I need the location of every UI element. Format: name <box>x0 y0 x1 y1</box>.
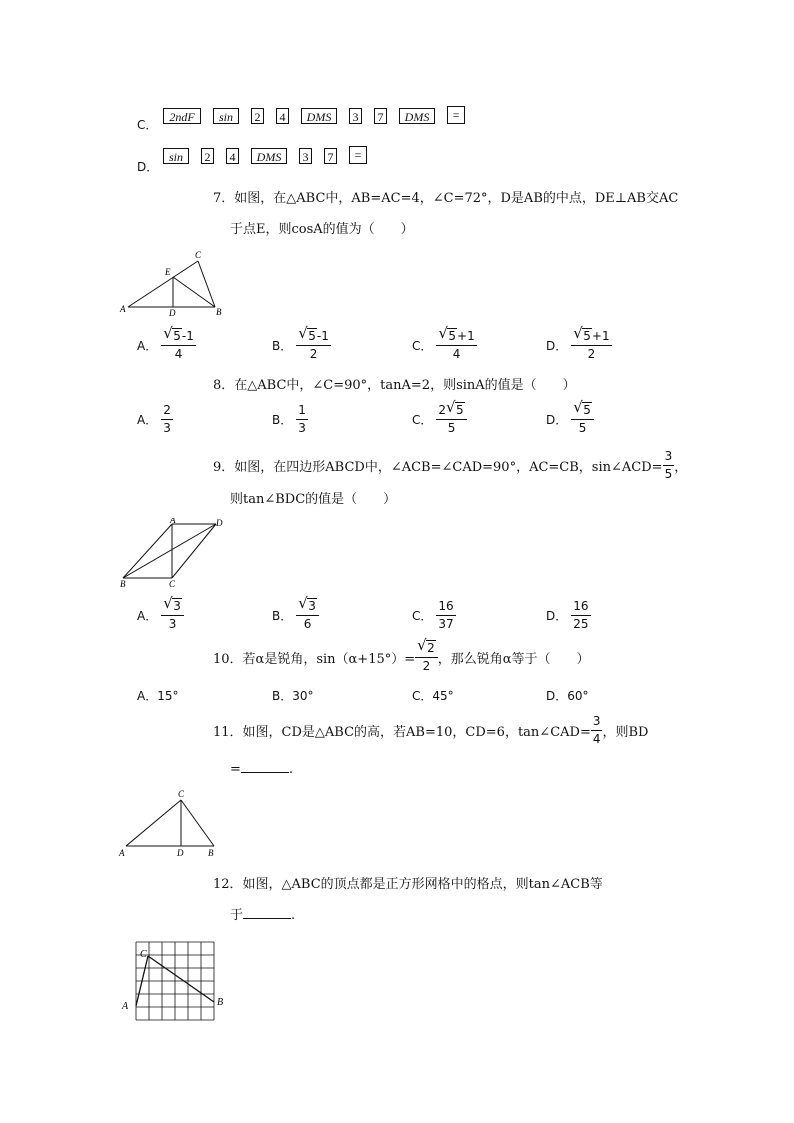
calculator-key: 4 <box>226 148 239 164</box>
denominator: 3 <box>298 421 306 435</box>
q9-stem-line1 <box>213 448 687 483</box>
q6-option-d-label: D． <box>137 160 159 174</box>
q11-stem-line2 <box>230 760 293 777</box>
denominator: 2 <box>587 347 596 361</box>
denominator: 25 <box>573 617 589 631</box>
q9-quadrilateral-figure <box>116 518 228 588</box>
numerator: 2 <box>161 402 173 420</box>
denominator: 2 <box>309 347 318 361</box>
option-label: B． <box>272 609 293 623</box>
calculator-key: DMS <box>301 108 337 124</box>
q10-stem-start: 10．若α是锐角，sin（α+15°）= <box>213 652 416 667</box>
denominator: 4 <box>174 347 183 361</box>
q7-fig-label-b: B <box>216 307 222 317</box>
q11-line2-start: = <box>230 762 241 777</box>
q10-stem-end: ，那么锐角α等于（ ） <box>437 652 590 667</box>
q7-fig-label-c: C <box>195 250 202 260</box>
option-label: B． <box>272 339 293 353</box>
option-text: 30° <box>292 689 314 703</box>
q12-stem-line2 <box>230 904 295 923</box>
radicand: 3 <box>173 599 181 613</box>
numerator: 16 <box>436 598 455 616</box>
denominator: 6 <box>303 617 312 631</box>
q12-stem-line1: 12．如图，△ABC的顶点都是正方形网格中的格点，则tan∠ACB等 <box>213 877 603 892</box>
q11-stem-end: ，则BD <box>602 725 649 740</box>
q7-option-a[interactable]: A． √ 5-1 4 <box>137 324 194 361</box>
q11-triangle-figure <box>116 788 226 858</box>
option-label: D． <box>546 339 568 353</box>
q12-grid-figure <box>118 936 228 1026</box>
radicand: 5 <box>308 329 316 343</box>
q9-fig-label-b: B <box>120 579 126 588</box>
calculator-key: = <box>447 106 465 124</box>
q12-line2-start: 于 <box>230 908 244 923</box>
q10-option-b[interactable] <box>272 687 314 704</box>
q7-fig-label-e: E <box>165 267 171 277</box>
q7-option-c[interactable]: C． √ 5+1 4 <box>412 324 475 361</box>
option-text: 45° <box>432 689 454 703</box>
numerator: 1 <box>296 402 308 420</box>
q9-fig-label-a: A <box>170 518 176 525</box>
calculator-key: = <box>349 146 367 164</box>
q7-option-d[interactable]: D． √ 5+1 2 <box>546 324 610 361</box>
q11-answer-blank[interactable] <box>241 760 289 773</box>
option-label: C． <box>412 339 433 353</box>
q9-option-c[interactable] <box>412 598 456 633</box>
q9-fig-label-c: C <box>169 579 176 588</box>
q9-stem-line2: 则tan∠BDC的值是（ ） <box>230 492 397 507</box>
q8-option-b[interactable] <box>272 402 308 437</box>
option-label: A． <box>137 339 158 353</box>
q8-option-c[interactable]: C． 2 √ 5 5 <box>412 402 467 437</box>
calculator-key: 7 <box>374 108 387 124</box>
option-text: 15° <box>157 689 179 703</box>
q10-option-c[interactable] <box>412 687 454 704</box>
radicand: 5 <box>456 403 464 417</box>
denominator: 37 <box>438 617 454 631</box>
option-label: A． <box>137 413 158 427</box>
q9-fig-label-d: D <box>216 518 223 528</box>
q11-frac-num: 3 <box>591 713 603 731</box>
q8-option-a[interactable] <box>137 402 173 437</box>
q10-denominator: 2 <box>422 659 431 673</box>
numerator: 16 <box>571 598 590 616</box>
calculator-key: DMS <box>251 148 287 164</box>
q9-option-b[interactable]: B． √ 3 6 <box>272 598 319 633</box>
q11-stem-line1 <box>213 713 648 748</box>
num-rest: -1 <box>181 329 194 343</box>
q9-frac-num: 3 <box>663 448 675 466</box>
calculator-key: 2 <box>201 148 214 164</box>
radicand: 5 <box>583 403 591 417</box>
denominator: 5 <box>447 421 456 435</box>
radicand: 5 <box>173 329 181 343</box>
q9-option-a[interactable]: A． √ 3 3 <box>137 598 184 633</box>
q10-radicand: 2 <box>427 641 435 655</box>
q8-stem: 8．在△ABC中，∠C=90°，tanA=2，则sinA的值是（ ） <box>213 378 576 393</box>
num-rest: +1 <box>591 329 610 343</box>
q7-fig-label-d: D <box>169 308 176 318</box>
q7-fig-label-a: A <box>120 304 126 314</box>
option-label: A． <box>137 609 158 623</box>
q7-option-b[interactable]: B． √ 5-1 2 <box>272 324 329 361</box>
option-label: B． <box>272 413 293 427</box>
calculator-key: DMS <box>399 108 435 124</box>
num-rest: +1 <box>457 329 475 343</box>
q8-option-d[interactable]: D． √ 5 5 <box>546 402 594 437</box>
option-label: D． <box>546 689 568 703</box>
q11-fig-label-a: A <box>119 848 125 858</box>
option-label: A． <box>137 689 158 703</box>
q12-line2-end: . <box>291 908 296 923</box>
calculator-key: 3 <box>349 108 362 124</box>
q12-answer-blank[interactable] <box>243 906 291 919</box>
q10-option-a[interactable] <box>137 687 179 704</box>
calculator-key: 3 <box>299 148 312 164</box>
num-rest: -1 <box>316 329 329 343</box>
calculator-key: 4 <box>276 108 289 124</box>
radicand: 5 <box>583 329 591 343</box>
option-text: 60° <box>567 689 589 703</box>
q10-option-d[interactable] <box>546 687 589 704</box>
option-label: C． <box>412 609 433 623</box>
q12-fig-label-c: C <box>140 949 147 960</box>
calculator-key: sin <box>163 148 189 164</box>
denominator: 3 <box>168 617 177 631</box>
option-label: C． <box>412 413 433 427</box>
denominator: 4 <box>452 347 461 361</box>
denominator: 3 <box>163 421 171 435</box>
option-label: C． <box>412 689 433 703</box>
q7-stem-line2: 于点E，则cosA的值为（ ） <box>230 222 414 237</box>
q10-stem: 10．若α是锐角，sin（α+15°）= √ 2 2 ，那么锐角α等于（ ） <box>213 636 590 673</box>
q6-option-c-label: C． <box>137 118 158 132</box>
option-label: D． <box>546 413 568 427</box>
calculator-key: 2 <box>251 108 264 124</box>
q11-fig-label-c: C <box>178 789 185 799</box>
radicand: 5 <box>448 329 457 343</box>
q11-fig-label-d: D <box>177 848 184 858</box>
option-label: D． <box>546 609 568 623</box>
q9-stem-text: 9．如图，在四边形ABCD中，∠ACB=∠CAD=90°，AC=CB，sin∠ACD= <box>213 460 663 475</box>
q11-stem-start: 11．如图，CD是△ABC的高，若AB=10，CD=6，tan∠CAD= <box>213 725 591 740</box>
coefficient: 2 <box>438 403 447 417</box>
radicand: 3 <box>308 599 316 613</box>
calculator-key: sin <box>213 108 239 124</box>
option-label: B． <box>272 689 293 703</box>
denominator: 5 <box>578 421 587 435</box>
q7-triangle-figure <box>118 248 228 318</box>
q9-stem-end: ， <box>674 460 688 475</box>
calculator-key: 7 <box>324 148 337 164</box>
q12-fig-label-b: B <box>217 997 224 1008</box>
q9-frac-den: 5 <box>664 467 673 481</box>
calculator-key: 2ndF <box>163 108 201 124</box>
q11-frac-den: 4 <box>592 732 601 746</box>
q7-stem-line1: 7．如图，在△ABC中，AB=AC=4，∠C=72°，D是AB的中点，DE⊥AB交AC <box>213 191 679 206</box>
q11-line2-end: . <box>288 762 294 777</box>
q12-fig-label-a: A <box>122 1001 129 1012</box>
q9-option-d[interactable] <box>546 598 591 633</box>
q11-fig-label-b: B <box>208 848 214 858</box>
